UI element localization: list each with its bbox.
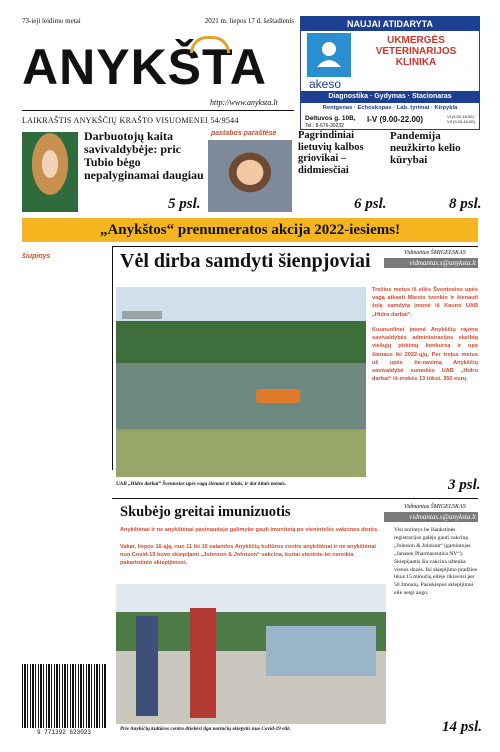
- story1-email[interactable]: vidmantas.s@anyksta.lt: [384, 258, 478, 268]
- masthead-divider: [22, 110, 294, 111]
- barcode: [22, 664, 106, 728]
- teaser-photo-man[interactable]: [208, 140, 292, 212]
- teaser-3-page: 8 psl.: [449, 196, 482, 212]
- teaser-3-title[interactable]: Pandemija neužkirto kelio kūrybai: [390, 130, 461, 166]
- queue-shape: [266, 626, 376, 676]
- tagline: LAIKRAŠTIS ANYKŠČIŲ KRAŠTO VISUOMENEI 54/9544: [22, 116, 239, 125]
- ad-headline: NAUJAI ATIDARYTA: [301, 17, 479, 31]
- story2-lead: Anykštėnai ir ne anykštėnai pasinaudojo galimybe gauti imunitetą po vienintelės vakcinos dozės.: [120, 527, 379, 533]
- story2-caption: Prie Anykščių kultūros centro driekėsi ilga norinčių skiepytis nuo Covid-19 eilė.: [120, 726, 291, 732]
- boat-shape: [256, 389, 300, 403]
- story1-headline[interactable]: Vėl dirba samdyti šienpjoviai: [120, 250, 371, 272]
- vet-clinic-ad[interactable]: [300, 16, 480, 130]
- story2-side-text: Visi norintys be išankstinės registracijos galėjo gauti vakciną „Johnson & Johnson“ (gamintojas „Janssen Pharmaceutica NV“). Skiepijantis šia vakcina užtenka vienos dozės. Iki skiepijimo pradžios likus 15 minučių eilėje rikiavosi per 50 žmonių. Pasiskiepus skiepijimui eilė netgi augo.: [394, 527, 478, 597]
- barcode-digits: 9 771392 623023: [22, 729, 106, 736]
- story1-divider: [112, 246, 478, 247]
- clinic-address: Deltuvos g. 10B,: [305, 115, 356, 122]
- story2-lead-2: Vakar, liepos 16-ąją, nuo 11 iki 16 valandos Anykščių kultūros centre anykštėnai ir ne anykštėnai nuo Covid-19 buvo skiepijami „Johnson & Johnson“ vakcina, kuriai vieninte-lei nereikia pakartotinio skiepijimosi.: [120, 544, 376, 567]
- teaser-2-title[interactable]: Pagrindiniai lietuvių kalbos griovikai – didmiesčiai: [298, 130, 364, 176]
- section-label: šiupinys: [22, 253, 51, 260]
- teaser-2-kicker: pastabos paraštėse: [211, 130, 277, 137]
- clinic-hours: I-V (9.00-22.00): [367, 115, 424, 124]
- website-link[interactable]: http://www.anyksta.lt: [210, 98, 278, 107]
- story1-author: Vidmantas ŠMIGELSKAS: [404, 250, 466, 256]
- story2-divider: [112, 498, 478, 499]
- clinic-services: Diagnostika · Gydymas · Stacionaras: [301, 91, 479, 103]
- person-shape: [190, 608, 216, 718]
- teaser-1-page: 5 psl.: [168, 196, 201, 212]
- story2-author: Vidmantas ŠMIGELSKAS: [404, 504, 466, 510]
- story1-lead-2: Kuunuolinei įmonė Anykščių rajono savivaldybės administracijos skelbtą viešųjų pirkimų konkursą ir upę šienaus iki 2022-ųjų. Per trejus metus už upės tie-navimą Anykščių savivaldybė sumokės UAB „Hidro darbai“ iš-mokės 13 tūkst. 350 eurų.: [372, 327, 478, 383]
- clinic-phone: Tel.: 8-676-30232: [305, 123, 344, 129]
- subscription-banner[interactable]: „Anykštos“ prenumeratos akcija 2022-iesiems!: [22, 218, 478, 242]
- story1-lead: Trečius metus iš eilės Šventosios upės vagą atkasti Miesto tvenkio ir šienauti žolę samdyta įmonė iš Kauno UAB „Hidro darbai“.: [372, 287, 478, 318]
- clinic-logo-icon: [307, 33, 351, 77]
- person-shape: [136, 616, 158, 716]
- story1-page: 3 psl.: [448, 477, 481, 493]
- clinic-hours-extra: VI (9.00-16.00) VII (9.00-16.00): [447, 114, 475, 124]
- clinic-services-2: Rentgenas · Echoskopas · Lab. tyrimai · Kirpykla: [322, 105, 458, 111]
- clinic-name: UKMERGĖS VETERINARIJOS KLINIKA: [375, 35, 457, 68]
- issue-years: 73-ieji leidimo metai: [22, 17, 81, 25]
- clinic-brand: akeso: [309, 77, 342, 91]
- teaser-2-page: 6 psl.: [354, 196, 387, 212]
- teaser-photo-woman[interactable]: [22, 132, 78, 212]
- issue-date: 2021 m. liepos 17 d. šeštadienis: [204, 17, 294, 25]
- story2-headline[interactable]: Skubėjo greitai imunizuotis: [120, 504, 291, 520]
- bridge-shape: [122, 311, 162, 319]
- story1-left-rule: [112, 246, 113, 470]
- story2-email[interactable]: vidmantas.s@anyksta.lt: [384, 512, 478, 522]
- newspaper-logo: ANYKŠTA: [22, 39, 267, 95]
- teaser-1-title[interactable]: Darbuotojų kaita savivaldybėje: pric Tubio bėgo nepalyginamai daugiau: [84, 129, 204, 182]
- story2-page: 14 psl.: [442, 719, 483, 735]
- story2-photo-queue[interactable]: [116, 584, 386, 724]
- story1-caption: UAB „Hidro darbai“ Šventosios upės vagą šienaus ir kitais, ir dar kitais metais.: [116, 481, 287, 487]
- story1-photo-river[interactable]: [116, 287, 366, 477]
